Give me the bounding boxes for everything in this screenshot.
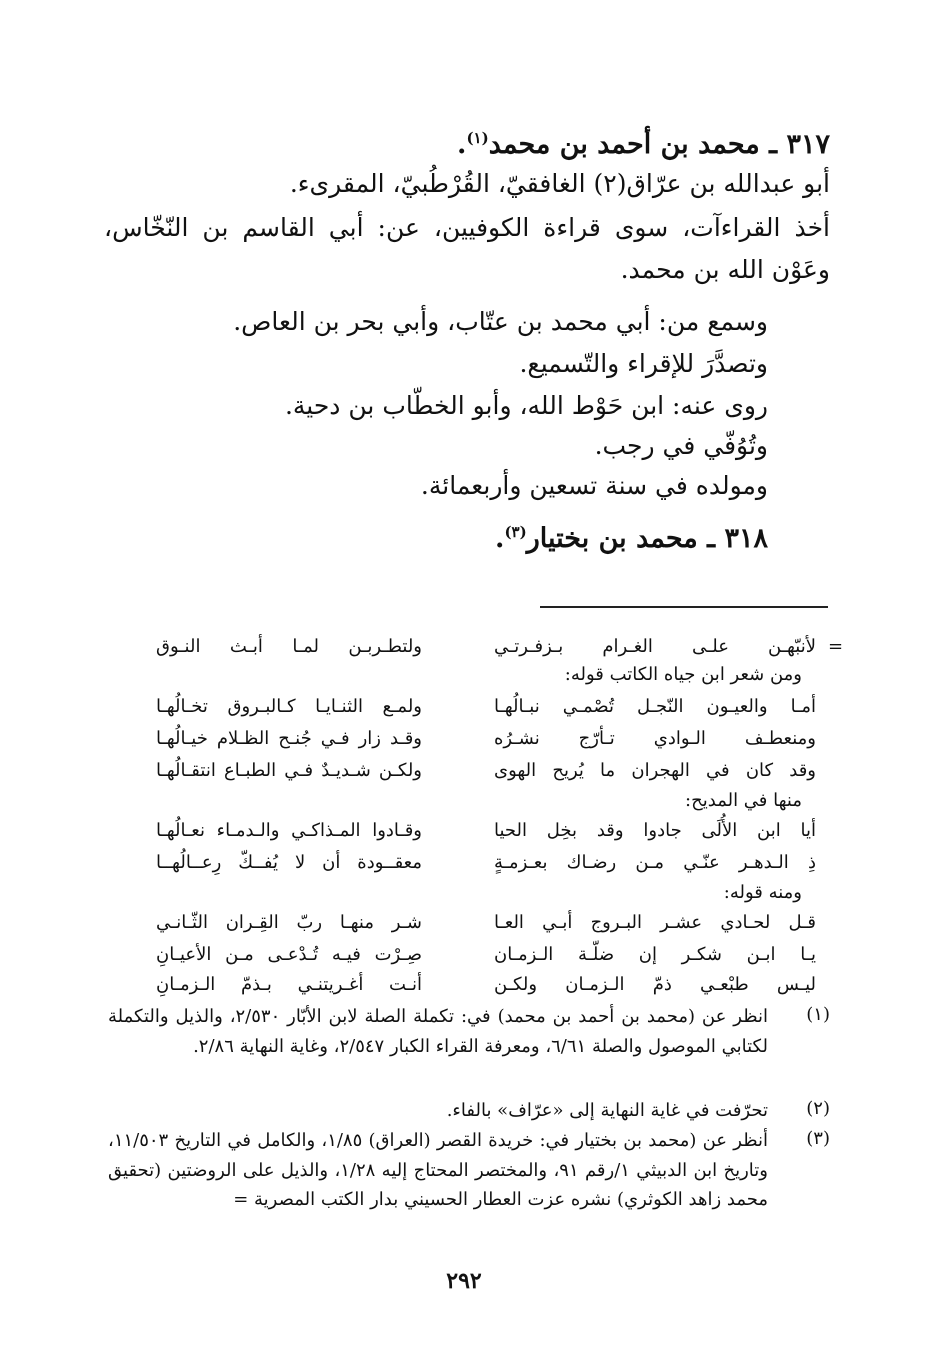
continuation-mark: =	[828, 636, 844, 657]
entry-317-heading	[457, 128, 830, 162]
entry-317-title: ٣١٧ ـ محمد بن أحمد بن محمد	[488, 129, 830, 160]
poem-hemistich: ذِ الـدهـر عنّـي مـن رضـاك بعـزمـةٍ	[494, 852, 816, 873]
poem-hemistich: معقــودة أن لا يُفــكّ رِعــالُهــا	[156, 852, 422, 873]
heading-period: .	[495, 523, 505, 554]
poem-hemistich: وقـادوا المـذاكـي والـدمـاء نعـالُهـا	[156, 820, 422, 841]
entry-317-line-1: أبو عبدالله بن عرّاق(٢) الغافقيّ، القُرْطُبيّ، المقرىء.	[289, 169, 830, 198]
poem-hemistich: وقد كان في الهجران ما يُريح الهوى	[494, 760, 816, 781]
entry-318-heading	[495, 522, 768, 556]
entry-317-line-4: وسمع من: أبي محمد بن عتّاب، وأبي بحر بن العاص.	[233, 307, 768, 336]
poem-hemistich: ولمـع الثنـايـا كـالبـروق تخـالُهـا	[156, 696, 422, 717]
footnote-number: (٣)	[806, 1128, 830, 1149]
heading-period: .	[457, 129, 467, 160]
entry-317-line-5: وتصدَّرَ للإقراء والتّسميع.	[519, 349, 768, 378]
poem-hemistich: أيا ابن الأُلَى جادوا وقد بخِل الحيا	[494, 820, 816, 841]
footnote-number: (٢)	[806, 1098, 830, 1119]
poem-hemistich: شـر منهـا ربّ القِـران الثّـانـي	[156, 912, 422, 933]
page-number: ٢٩٢	[446, 1268, 482, 1294]
poem-intro: منها في المديح:	[685, 790, 802, 811]
entry-317-line-3: وعَوْن الله بن محمد.	[620, 255, 830, 284]
footnote-text: تحرّفت في غاية النهاية إلى «عرّاف» بالفاء.	[446, 1100, 768, 1121]
poem-hemistich: لأنبّهـن علـى الغـرام بـزفـرتـي	[494, 636, 816, 657]
poem-hemistich: صِـرْت فيـه تُـدْعـى مـن الأعيـانِ	[156, 944, 422, 965]
poem-hemistich: أمـا والعيـون النّجـل تُصْمـي نبـالُهـا	[494, 696, 816, 717]
footnote-number: (١)	[806, 1004, 830, 1025]
poem-hemistich: يـا ابـن شكـر إن ضلّـة الـزمـان	[494, 944, 816, 965]
poem-hemistich: أنـت أغـريتنـي بـذمّ الـزمـانِ	[156, 974, 422, 995]
footnote-ref-3: (٣)	[504, 523, 527, 541]
poem-intro: ومنه قوله:	[723, 882, 802, 903]
footnote-text: أنظر عن (محمد بن بختيار في: خريدة القصر (العراق) ١/٨٥، والكامل في التاريخ ١١/٥٠٣، وتاريخ ابن الدبيثي ١/رقم ٩١، والمختصر المحتاج إليه ١/٢٨، والذيل على الروضتين (تحقيق محمد زاهد الكوثري) نشره عزت العطار الحسيني بدار الكتب المصرية =	[108, 1130, 768, 1211]
footnote-text: انظر عن (محمد بن أحمد بن محمد) في: تكملة الصلة لابن الأبّار ٢/٥٣٠، والذيل والتكملة لكتابي الموصول والصلة ٦/٦١، ومعرفة القراء الكبار ٢/٥٤٧، وغاية النهاية ٢/٨٦.	[108, 1006, 768, 1057]
poem-hemistich: وقـد زار فـي جُنـح الظـلام خيـالُهـا	[156, 728, 422, 749]
entry-317-line-2: أخذ القراءآت، سوى قراءة الكوفيين، عن: أبي القاسم بن النّخّاس،	[104, 213, 830, 242]
entry-318-title: ٣١٨ ـ محمد بن بختيار	[526, 523, 768, 554]
poem-hemistich: ومنعطـف الـوادي تـأرّج نشـرُه	[494, 728, 816, 749]
poem-hemistich: ولتطـربـن لمـا أبـث النـوق	[156, 636, 422, 657]
poem-hemistich: ليـس طبْعـي ذمّ الـزمـان ولكـن	[494, 974, 816, 995]
poem-hemistich: ولكـن شـديـدٌ فـي الطبـاع انتقـالُهـا	[156, 760, 422, 781]
entry-317-line-7: وتُوُفّي في رجب.	[594, 431, 768, 460]
entry-317-line-8: ومولده في سنة تسعين وأربعمائة.	[420, 471, 768, 500]
footnote-ref-1: (١)	[466, 129, 489, 147]
poem-intro: ومن شعر ابن جياه الكاتب قوله:	[564, 664, 802, 685]
footnote-separator	[540, 606, 828, 608]
entry-317-line-6: روى عنه: ابن حَوْط الله، وأبو الخطّاب بن دحية.	[284, 391, 768, 420]
poem-hemistich: قـل لحـادي عشـر البـروج أبـي العـا	[494, 912, 816, 933]
